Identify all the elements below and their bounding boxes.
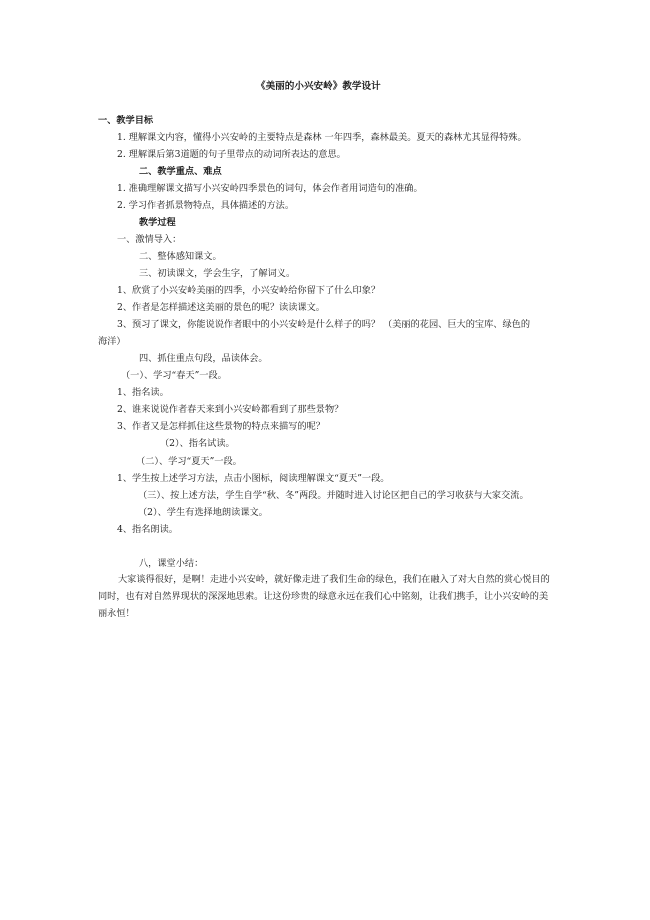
summer-heading: （二）、学习“夏天”一段。 bbox=[136, 456, 242, 467]
key-point-item-2: 2. 学习作者抓景物特点，具体描述的方法。 bbox=[117, 200, 295, 211]
key-point-item-1: 1. 准确理解课文描写小兴安岭四季景色的词句，体会作者用词造句的准确。 bbox=[117, 183, 423, 194]
spring-item-2: 2、谁来说说作者春天来到小兴安岭都看到了那些景物？ bbox=[117, 404, 344, 415]
spring-item-3: 3、作者又是怎样抓住这些景物的特点来描写的呢？ bbox=[117, 421, 325, 432]
spring-item-1: 1、指名读。 bbox=[117, 387, 169, 398]
summer-item-4: 4、指名朗读。 bbox=[117, 524, 178, 535]
section-heading-key-points: 二、教学重点、难点 bbox=[139, 166, 222, 177]
summary-heading: 八，课堂小结： bbox=[139, 558, 204, 569]
document-title: 《美丽的小兴安岭》教学设计 bbox=[256, 81, 381, 92]
summer-item-1: 1、学生按上述学习方法，点击小图标，阅读理解课文“夏天”一段。 bbox=[117, 473, 390, 484]
autumn-winter-item: （三）、按上述方法，学生自学“秋、冬”两段。并随时进入讨论区把自己的学习收获与大家交流。 bbox=[138, 490, 529, 501]
summary-paragraph: 大家谈得很好，是啊！走进小兴安岭，就好像走进了我们生命的绿色，我们在融入了对大自然的赏心悦目的同时，也有对自然界现状的深深地思索。让这份珍贵的绿意永远在我们心中铭刻，让我们携手，让小兴安岭的美丽永恒！ bbox=[98, 574, 550, 619]
question-2: 2、作者是怎样描述这美丽的景色的呢？读读课文。 bbox=[117, 302, 325, 313]
section-heading-process: 教学过程 bbox=[139, 217, 176, 228]
process-step-1: 一、激情导入： bbox=[117, 234, 182, 245]
section-heading-objectives: 一、教学目标 bbox=[98, 115, 154, 126]
question-3-line-2: 海洋） bbox=[98, 336, 126, 347]
summer-item-3: （2）、学生有选择地朗读课文。 bbox=[138, 507, 268, 518]
spring-item-4: （2）、指名试读。 bbox=[160, 438, 235, 449]
objective-item-1: 1. 理解课文内容，懂得小兴安岭的主要特点是森林 一年四季，森林最美。夏天的森林尤其显得特殊。 bbox=[117, 132, 527, 143]
objective-item-2: 2. 理解课后第3道题的句子里带点的动词所表达的意思。 bbox=[117, 149, 346, 160]
process-step-2: 二、整体感知课文。 bbox=[139, 251, 222, 262]
process-step-4: 四、抓住重点句段，品读体会。 bbox=[139, 353, 268, 364]
process-step-3: 三、初读课文，学会生字，了解词义。 bbox=[139, 268, 296, 279]
question-1: 1、欣赏了小兴安岭美丽的四季，小兴安岭给你留下了什么印象？ bbox=[117, 285, 381, 296]
question-3-line-1: 3、预习了课文，你能说说作者眼中的小兴安岭是什么样子的吗？ （美丽的花园、巨大的宝库、绿色的 bbox=[117, 319, 531, 330]
spring-heading: （一）、学习“春天”一段。 bbox=[121, 370, 227, 381]
